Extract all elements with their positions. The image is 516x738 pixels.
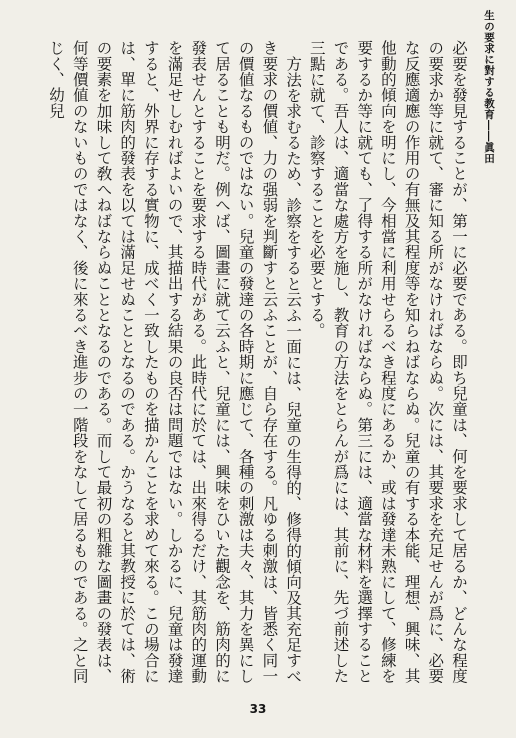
running-header: 生の要求に對する教育――眞田 bbox=[483, 10, 495, 164]
paragraph: 方法を求むるため、診察をすると云ふ一面には、兒童の生得的、修得的傾向及其充足すべき要求の價値、力の强弱を判斷すと云ふことが、自ら存在する。凡ゆる刺激は、皆悉く同一の價値なるものではない。兒童の發達の各時期に應じて、各種の刺激は夫々、其力を異にして居ることも明だ。例へば、圖畫に就て云ふと、兒童には、興味をひいた觀念を、筋肉的に發表せんとすることを要求する時代がある。此時代に於ては、出來得るだけ、其筋肉的運動を滿足せしむればよいので、其描出する結果の良否は問題ではない。しかるに、兒童は發達すると、外界に存する實物に、成べく一致したものを描かんことを求めて來る。この場合には、單に筋肉的發表を以ては滿足せぬこととなるのである。かうなると其教授に於ては、術の要素を加味して敎へねばならぬこととなるのである。而して最初の粗雜な圖畫の發表は、何等價値のないものではなく、後に來るべき進步の一階段をなして居るものである。之と同じく、幼兒 bbox=[47, 40, 303, 684]
paragraph: 必要を發見することが、第一に必要である。即ち兒童は、何を要求して居るか、どんな程度の要求か等に就て、審に知る所がなければならぬ。次には、其要求を充足せんが爲に、必要な反應適應の作用の有無及其程度等を知らねばならぬ。兒童の有する本能、理想、興味、其他動的傾向を明にし、今相當に利用せらるべき程度にあるか、或は發達未熟にして、修練を要するか等に就ても、了得する所がなければならぬ。第三には、適當な材料を選擇することである。吾人は、適當な處方を施し、教育の方法をとらんが爲には、其前に、先づ前述した三點に就て、診察することを必要とする。 bbox=[307, 40, 468, 684]
page-number: 33 bbox=[249, 702, 267, 716]
body-text bbox=[40, 40, 470, 692]
